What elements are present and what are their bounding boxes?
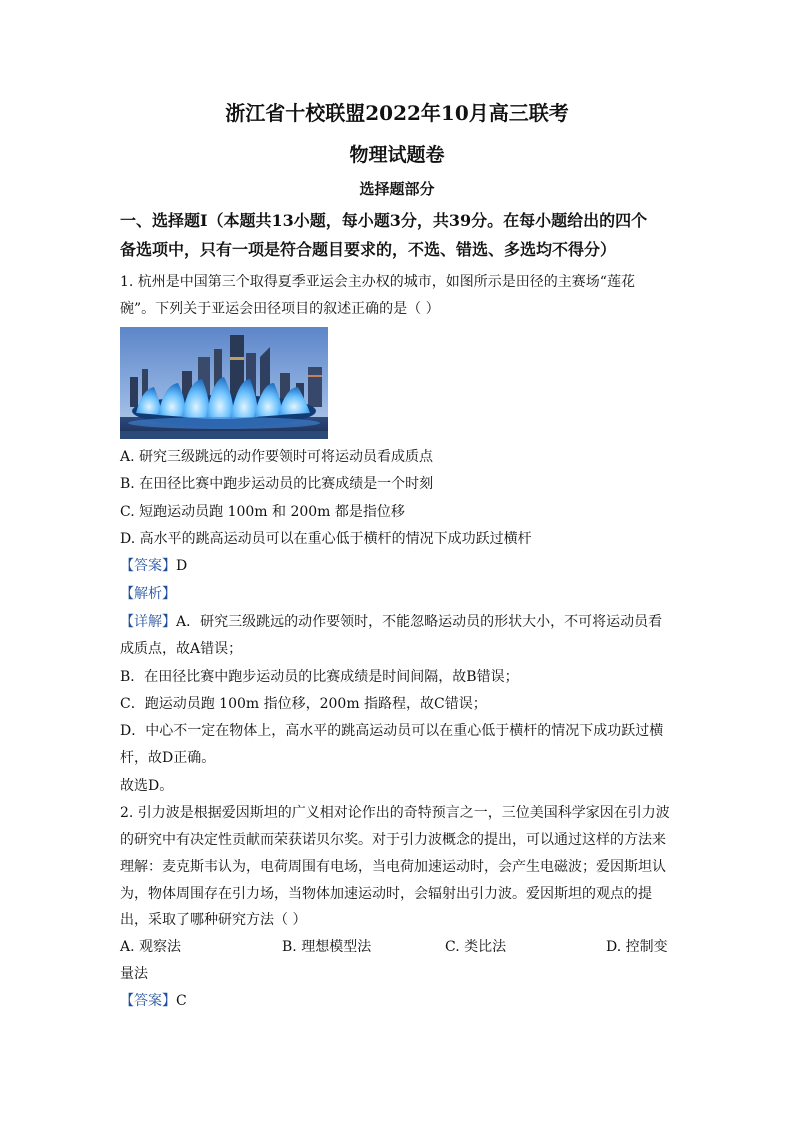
q1-detail-line3: B．在田径比赛中跑步运动员的比赛成绩是时间间隔，故B错误； xyxy=(120,669,519,685)
q1-option-d: D. 高水平的跳高运动员可以在重心低于横杆的情况下成功跃过横杆 xyxy=(120,531,532,547)
q2-option-d-continued: 量法 xyxy=(120,966,148,982)
q1-option-c: C. 短跑运动员跑 100m 和 200m 都是指位移 xyxy=(120,504,405,520)
stadium-photo xyxy=(120,327,328,439)
q2-answer xyxy=(120,991,187,1011)
detail-text: A．研究三级跳远的动作要领时，不能忽略运动员的形状大小，不可将运动员看 xyxy=(176,614,663,630)
part1-instruction-line2: 备选项中，只有一项是符合题目要求的，不选、错选、多选均不得分） xyxy=(120,240,617,259)
q1-detail-line1 xyxy=(120,612,662,632)
exam-title: 浙江省十校联盟2022年10月高三联考 xyxy=(225,101,569,125)
q1-analysis-tag: 【解析】 xyxy=(120,586,176,602)
q2-stem-line3: 理解：麦克斯韦认为，电荷周围有电场，当电荷加速运动时，会产生电磁波；爱因斯坦认 xyxy=(120,859,666,875)
q2-stem-line4: 为，物体周围存在引力场，当物体加速运动时，会辐射出引力波。爱因斯坦的观点的提 xyxy=(120,886,652,902)
q2-option-a: A. 观察法 xyxy=(120,939,182,955)
part1-instruction-line1: 一、选择题Ⅰ（本题共13小题，每小题3分，共39分。在每小题给出的四个 xyxy=(120,211,648,230)
q1-option-b: B. 在田径比赛中跑步运动员的比赛成绩是一个时刻 xyxy=(120,476,434,492)
q1-answer xyxy=(120,556,187,576)
q1-stem-line2: 碗”。下列关于亚运会田径项目的叙述正确的是（ ） xyxy=(120,301,440,317)
q2-stem-line5: 出，采取了哪种研究方法（ ） xyxy=(120,912,307,928)
q2-stem-line2: 的研究中有决定性贡献而荣获诺贝尔奖。对于引力波概念的提出，可以通过这样的方法来 xyxy=(120,832,666,848)
q1-detail-line4: C．跑运动员跑 100m 指位移，200m 指路程，故C错误； xyxy=(120,696,487,712)
detail-tag: 【详解】 xyxy=(120,614,176,630)
answer-tag: 【答案】 xyxy=(120,993,176,1009)
q2-option-d: D. 控制变 xyxy=(606,939,668,955)
q1-detail-line6: 杆，故D正确。 xyxy=(120,750,216,766)
q2-option-b: B. 理想模型法 xyxy=(282,939,372,955)
q1-detail-line5: D．中心不一定在物体上，高水平的跳高运动员可以在重心低于横杆的情况下成功跃过横 xyxy=(120,723,664,739)
answer-value: C xyxy=(176,993,187,1009)
answer-value: D xyxy=(176,558,188,574)
q2-option-c: C. 类比法 xyxy=(445,939,507,955)
q1-conclusion: 故选D。 xyxy=(120,778,174,794)
q1-stem-line1: 1. 杭州是中国第三个取得夏季亚运会主办权的城市，如图所示是田径的主赛场“莲花 xyxy=(120,274,635,290)
q1-option-a: A. 研究三级跳远的动作要领时可将运动员看成质点 xyxy=(120,449,434,465)
exam-subtitle: 物理试题卷 xyxy=(349,144,445,166)
q1-detail-line2: 成质点，故A错误； xyxy=(120,641,243,657)
answer-tag: 【答案】 xyxy=(120,558,176,574)
q2-stem-line1: 2. 引力波是根据爱因斯坦的广义相对论作出的奇特预言之一，三位美国科学家因在引力波 xyxy=(120,805,670,821)
section-heading: 选择题部分 xyxy=(359,180,435,198)
